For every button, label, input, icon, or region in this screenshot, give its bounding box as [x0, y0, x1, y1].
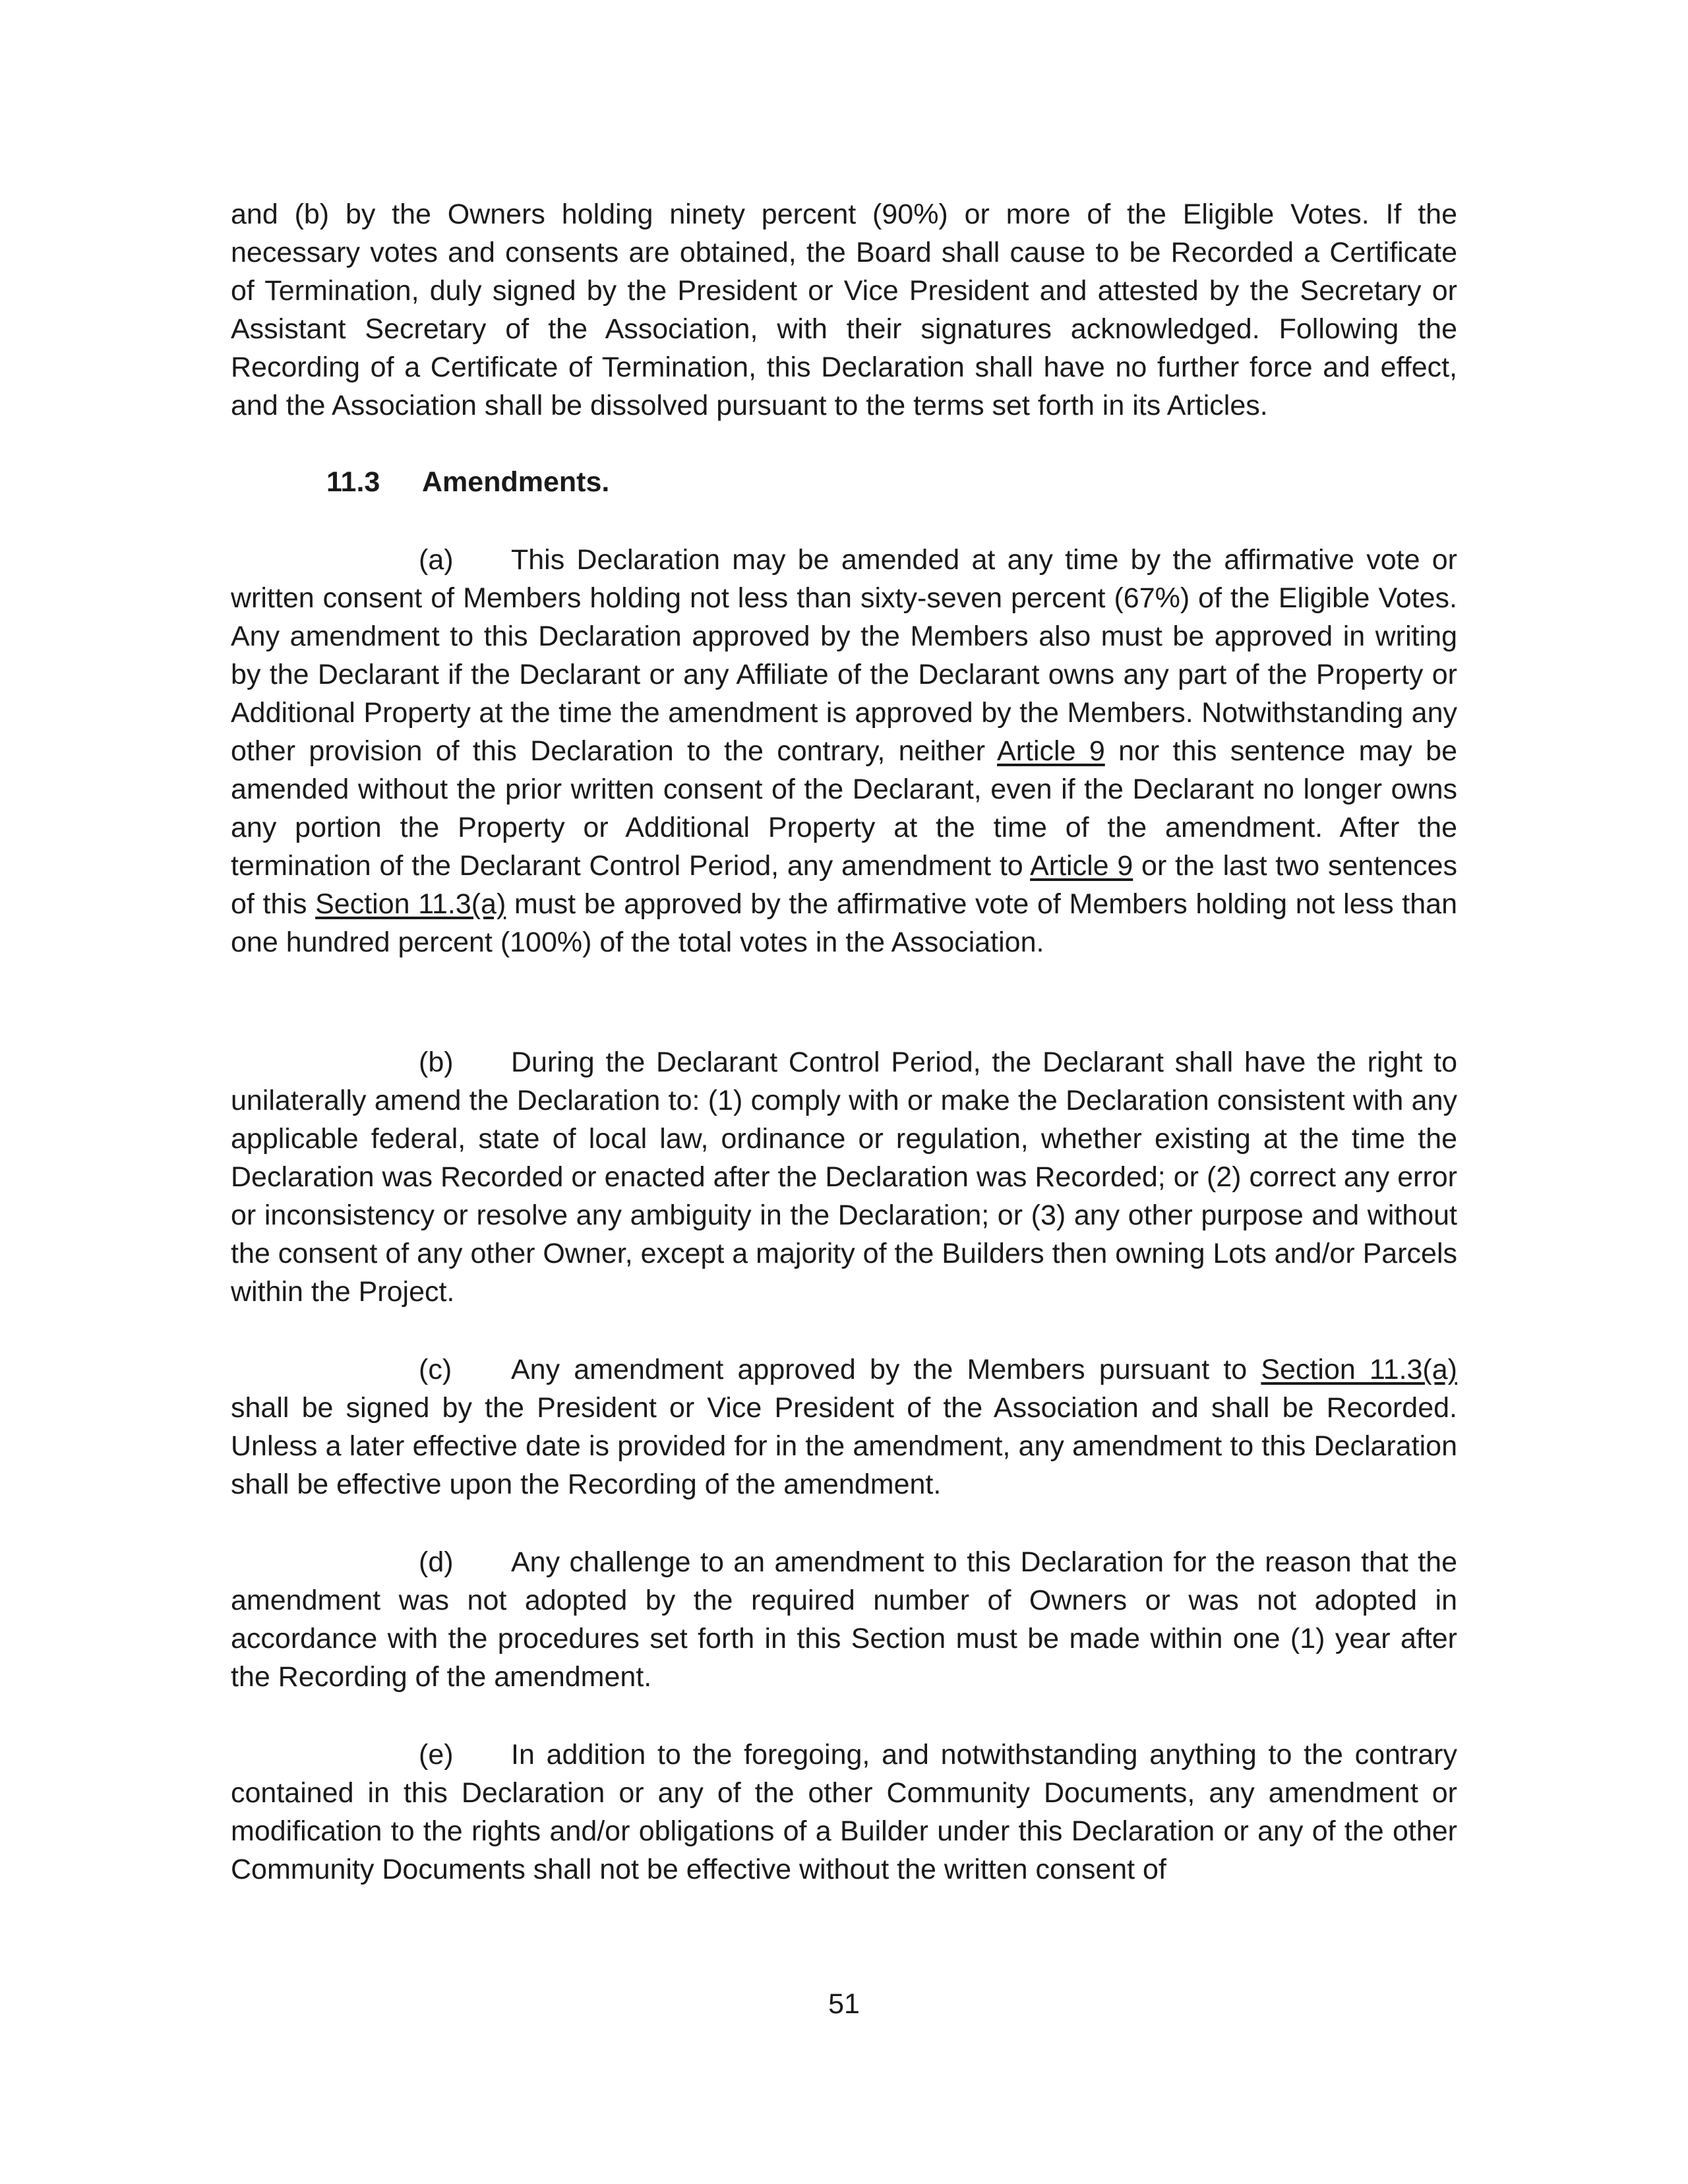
paragraph-d-label: (d) — [419, 1546, 454, 1578]
paragraph-a-label: (a) — [419, 544, 454, 576]
paragraph-c-label: (c) — [419, 1354, 452, 1385]
paragraph-d — [231, 1543, 1457, 1696]
paragraph-e-text: In addition to the foregoing, and notwithstanding anything to the contrary contained in this Declaration or any of the other Community Documents, any amendment or modification to the rights and/or obligations of a Builder under this Declaration or any of the other Community Documents shall not be effective without the written consent of — [231, 1739, 1457, 1885]
article-9-reference-2: Article 9 — [1030, 850, 1133, 882]
section-heading — [326, 463, 609, 501]
paragraph-b — [231, 1043, 1457, 1311]
paragraph-a — [231, 541, 1457, 961]
paragraph-a-text-3: or the last two sentences of this — [231, 850, 1457, 920]
section-number: 11.3 — [326, 466, 380, 498]
paragraph-c-text-1: Any amendment approved by the Members pursuant to — [511, 1354, 1261, 1385]
section-11-3a-reference: Section 11.3(a) — [315, 888, 506, 920]
paragraph-d-text: Any challenge to an amendment to this Declaration for the reason that the amendment was not adopted by the required number of Owners or was not adopted in accordance with the procedures set forth in this Section must be made within one (1) year after the Recording of the amendment. — [231, 1546, 1457, 1693]
article-9-reference: Article 9 — [997, 735, 1105, 767]
section-11-3a-reference-c: Section 11.3(a) — [1261, 1354, 1457, 1385]
paragraph-a-text-1: This Declaration may be amended at any time by the affirmative vote or written consent of Members holding not less than sixty-seven percent (67%) of the Eligible Votes. Any amendment to this Declaration approved by the Members also must be approved in writing by the Declarant if the Declarant or any Affiliate of the Declarant owns any part of the Property or Additional Property at the time the amendment is approved by the Members. Notwithstanding any other provision of this Declaration to the contrary, neither — [231, 544, 1457, 767]
paragraph-b-label: (b) — [419, 1046, 454, 1078]
paragraph-e — [231, 1736, 1457, 1889]
paragraph-a-text-2: nor this sentence may be amended without the prior written consent of the Declarant, even if the Declarant no longer owns any portion the Property or Additional Property at the time of the amendment. After the termination of the Declarant Control Period, any amendment to — [231, 735, 1457, 882]
paragraph-b-text: During the Declarant Control Period, the Declarant shall have the right to unilaterally amend the Declaration to: (1) comply with or make the Declaration consistent with any applicable federal, state of local law, ordinance or regulation, whether existing at the time the Declaration was Recorded or enacted after the Declaration was Recorded; or (2) correct any error or inconsistency or resolve any ambiguity in the Declaration; or (3) any other purpose and without the consent of any other Owner, except a majority of the Builders then owning Lots and/or Parcels within the Project. — [231, 1046, 1457, 1308]
paragraph-c — [231, 1350, 1457, 1503]
continuation-paragraph: and (b) by the Owners holding ninety percent (90%) or more of the Eligible Votes. If the necessary votes and consents are obtained, the Board shall cause to be Recorded a Certificate of Termination, duly signed by the President or Vice President and attested by the Secretary or Assistant Secretary of the Association, with their signatures acknowledged. Following the Recording of a Certificate of Termination, this Declaration shall have no further force and effect, and the Association shall be dissolved pursuant to the terms set forth in its Articles. — [231, 198, 1457, 421]
paragraph-c-text-2: shall be signed by the President or Vice President of the Association and shall be Recorded. Unless a later effective date is provided for in the amendment, any amendment to this Declaration shall be effective upon the Recording of the amendment. — [231, 1392, 1457, 1500]
section-title: Amendments. — [422, 466, 610, 498]
page-number: 51 — [828, 1988, 860, 2020]
paragraph-a-text-4: must be approved by the affirmative vote of Members holding not less than one hundred percent (100%) of the total votes in the Association. — [231, 888, 1457, 958]
paragraph-e-label: (e) — [419, 1739, 454, 1771]
